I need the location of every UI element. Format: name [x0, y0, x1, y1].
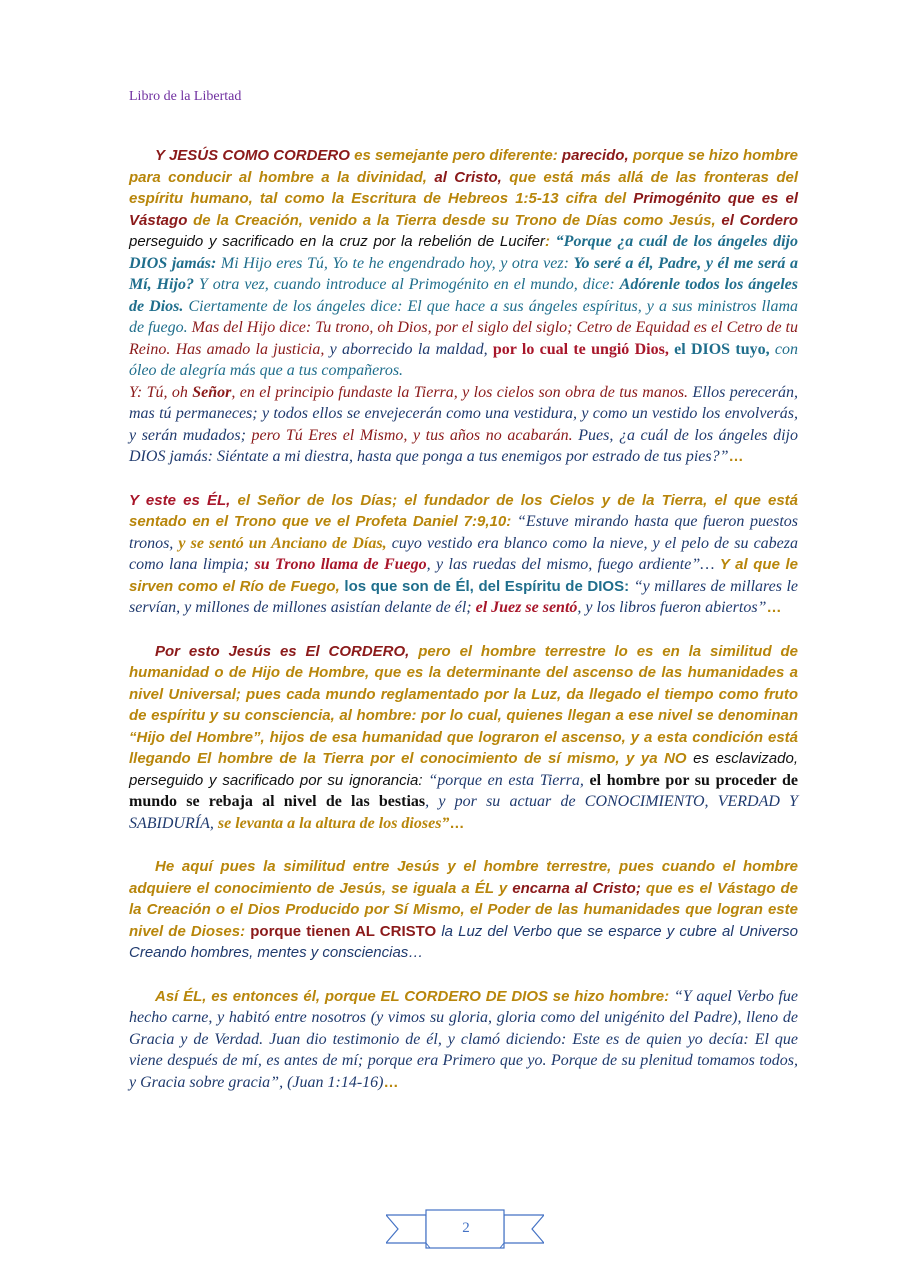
text-run: … [766, 599, 782, 616]
text-run: de la Creación, [193, 211, 309, 229]
text-run: “Y aquel Verbo fue hecho carne, y habitó entre nosotros (y vimos su gloria, gloria como del unigénito del Padre), lleno de Gracia y de Verdad. [129, 987, 799, 1048]
text-run: al Cristo, [434, 168, 510, 186]
text-run: el Poder de las humanidades que logran este nivel de Dioses: [129, 901, 798, 940]
text-run: Juan dio testimonio de él, y clamó diciendo: [269, 1030, 573, 1048]
paragraph-4 [129, 641, 798, 835]
text-run: el hombre por su proceder de mundo se rebaja al nivel de las bestias [129, 771, 798, 810]
text-run: se levanta a la altura de los dioses” [217, 814, 450, 832]
text-run: “Porque ¿a cuál de los ángeles dijo DIOS jamás: [129, 233, 798, 272]
text-run: porque tienen AL CRISTO [250, 922, 442, 940]
text-run: con óleo de alegría más que a tus compañeros. [129, 340, 798, 379]
text-run: Mi Hijo eres Tú, Yo te he engendrado hoy, y otra vez: [220, 254, 574, 272]
text-run: parecido, [561, 147, 633, 164]
text-run: “y millares de millares le servían, y millones de millones asistían delante de él; [129, 577, 799, 616]
text-run: pero el hombre terrestre lo es en la similitud de humanidad o de Hijo de Hombre, que es la determinante del ascenso de las humanidades a nivel Universal; pues cada mundo reglamentado por la Luz, da llegado el tiempo como fruto de espíritu y su consciencia, al hombre: por lo cual, quienes llegan a ese nivel se denominan “Hijo del Hombre”, hijos de esa humanidad que lograron el ascenso, y a esta condición está llegando El hombre de la Tierra por el conocimiento de sí mismo, y ya NO [129, 642, 798, 767]
text-run: Y: Tú, oh [129, 383, 193, 401]
text-run: , y los libros fueron abiertos” [577, 599, 767, 616]
running-header: Libro de la Libertad [129, 89, 242, 104]
text-run: Y al que le sirven como el Río de Fuego, [129, 556, 798, 595]
text-run: Así ÉL, [155, 987, 212, 1005]
text-run: Y este es ÉL, [129, 491, 238, 509]
text-run: el Cordero [721, 211, 798, 229]
text-run: por lo cual te ungió Dios, [492, 340, 675, 358]
paragraph-5 [129, 856, 798, 964]
text-run: Ellos perecerán, mas tú permaneces; y todos ellos se envejecerán como una vestidura, y como un vestido los envolverás, y serán mudados; [129, 383, 799, 444]
text-run: su Trono llama de Fuego [254, 556, 427, 573]
text-run: “Estuve mirando hasta que fueron puestos tronos, [129, 513, 798, 552]
text-run: los que son de Él, del Espíritu de DIOS: [344, 577, 634, 595]
text-run: y aborrecido la maldad, [329, 340, 493, 358]
text-run: Este es de quien yo decía: El que viene después de mí, es antes de mí; porque era Primero que yo. Porque de su plenitud tomamos todos, y Gracia sobre gracia”, (Juan 1:14-16) [129, 1030, 799, 1091]
text-run: y se sentó un Anciano de Días, [178, 534, 392, 552]
text-run: Ciertamente de los ángeles dice: El que hace a sus ángeles espíritus, y a sus ministros llama de fuego. [129, 297, 799, 336]
paragraph-6 [129, 986, 798, 1094]
text-run: Mas del Hijo dice: Tu trono, oh Dios, por el siglo del siglo; Cetro de Equidad es el Cetro de tu Reino. Has amado la justicia, [129, 319, 798, 358]
text-run: He aquí pues la similitud entre Jesús y el hombre terrestre, pues cuando el hombre adquiere el conocimiento de Jesús, se iguala a ÉL y [129, 858, 798, 897]
text-run: Pues, ¿a cuál de los ángeles dijo DIOS jamás: Siéntate a mi diestra, hasta que ponga a tus enemigos por estrado de tus pies?” [129, 426, 799, 465]
text-run: Y JESÚS COMO CORDERO [155, 147, 355, 164]
document-body [129, 145, 798, 1115]
text-run: el Juez se sentó [475, 599, 578, 616]
text-run: Primogénito que es el Vástago [129, 190, 799, 229]
text-run: Yo seré a él, Padre, y él me será a Mí, Hijo? [129, 254, 799, 293]
text-run: , y las ruedas del mismo, fuego ardiente”… [426, 556, 720, 573]
text-run: pero Tú Eres el Mismo, y tus años no acabarán. [251, 426, 579, 444]
text-run: Señor [192, 383, 232, 401]
text-run: es semejante pero diferente: [354, 147, 562, 164]
text-run: es esclavizado, perseguido y sacrificado por su ignorancia: [129, 750, 799, 789]
text-run: cuyo vestido era blanco como la nieve, y el pelo de su cabeza como lana limpia; [129, 534, 799, 573]
page-number: 2 [462, 1220, 470, 1236]
text-run: perseguido y sacrificado en la cruz por la rebelión de Lucifer [129, 233, 545, 250]
text-run: , en el principio fundaste la Tierra, y los cielos son obra de tus manos. [231, 383, 693, 401]
text-run: la Luz del Verbo que se esparce y cubre al Universo Creando hombres, mentes y consciencias… [129, 922, 799, 961]
text-run: que es el Vástago de la Creación o el Dios Producido por Sí Mismo, [129, 879, 799, 918]
text-run: : [544, 233, 556, 250]
text-run: Y otra vez, cuando introduce al Primogénito en el mundo, dice: [198, 276, 620, 293]
paragraph-1 [129, 145, 798, 382]
text-run: … [449, 814, 465, 832]
text-run: que está más allá de las fronteras del espíritu humano, tal como la Escritura de Hebreos 1:5-13 cifra del [129, 168, 798, 207]
text-run: Por esto Jesús es El CORDERO, [155, 642, 419, 660]
text-run: … [728, 448, 744, 465]
text-run: porque se hizo hombre para conducir al hombre a la divinidad, [129, 147, 798, 186]
text-run: es entonces él, porque EL CORDERO DE DIOS se hizo hombre: [211, 987, 674, 1005]
text-run: , y por su actuar de CONOCIMIENTO, VERDAD Y SABIDURÍA, [129, 793, 798, 832]
paragraph-3 [129, 490, 798, 619]
text-run: el Señor de los Días; el fundador de los Cielos y de la Tierra, el que está sentado en el Trono que ve el Profeta Daniel 7:9,10: [129, 491, 798, 530]
text-run: … [383, 1073, 399, 1091]
text-run: Adórenle todos los ángeles de Dios. [129, 276, 799, 315]
text-run: “porque en esta Tierra, [428, 771, 590, 789]
text-run: venido a la Tierra desde su Trono de Días como Jesús, [308, 211, 722, 229]
paragraph-2 [129, 382, 798, 468]
text-run: encarna al Cristo; [512, 879, 646, 897]
text-run: el DIOS tuyo, [674, 340, 775, 358]
